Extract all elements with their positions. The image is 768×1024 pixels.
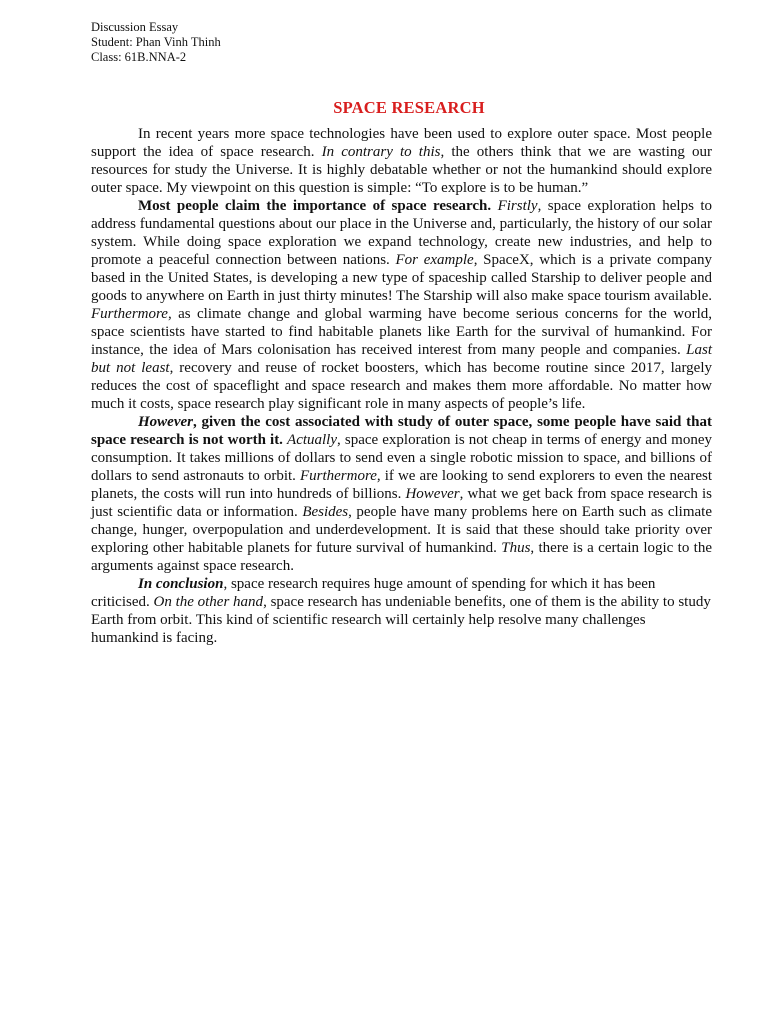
paragraph-costs [91, 413, 712, 575]
text-run: , if we are looking to send explorers to even the nearest planets, the costs will run into hundreds of billions. [91, 468, 712, 502]
text-run: , given the cost associated with study of outer space, some people have said that space research is not worth it. [91, 414, 712, 448]
text-run: , space research has undeniable benefits, one of them is the ability to study Earth from orbit. This kind of scientific research will certainly help resolve many challenges humankind is facing. [91, 594, 711, 646]
text-run: Furthermore [91, 306, 168, 322]
text-run: Actually [287, 432, 338, 448]
text-run: Firstly [497, 198, 538, 214]
essay-body [91, 125, 712, 647]
text-run: , as climate change and global warming have become serious concerns for the world, space scientists have started to find habitable planets like Earth for the survival of humankind. For instance, the idea of Mars colonisation has received interest from many people and companies. [91, 306, 712, 358]
text-run: , people have many problems here on Earth such as climate change, hunger, overpopulation and underdevelopment. It is said that these should take priority over exploring other habitable planets for future survival of humankind. [91, 504, 712, 556]
paragraph-introduction [91, 125, 712, 197]
text-run: Most people claim the importance of space research. [138, 198, 492, 214]
text-run: Last but not least [91, 342, 712, 376]
text-run: In contrary to this [321, 144, 441, 160]
text-run: , space exploration is not cheap in terms of energy and money consumption. It takes millions of dollars to send even a single robotic mission to space, and billions of dollars to send astronauts to orbit. [91, 432, 712, 484]
text-run: Besides [302, 504, 349, 520]
text-run: , SpaceX, which is a private company based in the United States, is developing a new type of spaceship called Starship to deliver people and goods to anywhere on Earth in just thirty minutes! The Starship will also make space tourism available. [91, 252, 712, 304]
text-run: , there is a certain logic to the arguments against space research. [91, 540, 713, 574]
essay-title: SPACE RESEARCH [333, 98, 485, 117]
paragraph-benefits [91, 197, 712, 413]
text-run: For example [395, 252, 474, 268]
text-run: , space exploration helps to address fundamental questions about our place in the Universe and, particularly, the history of our solar system. While doing space exploration we expand technology, create new industries, and help to promote a peaceful connection between nations. [91, 198, 713, 268]
text-run: However [138, 414, 193, 430]
text-run: On the other hand [153, 594, 264, 610]
paragraph-conclusion [91, 575, 712, 647]
text-run: However [405, 486, 460, 502]
text-run: Furthermore [299, 468, 377, 484]
text-run: , space research requires huge amount of spending for which it has been criticised. [91, 576, 656, 610]
student-name-line: Student: Phan Vinh Thinh [91, 35, 221, 49]
class-line: Class: 61B.NNA-2 [91, 50, 187, 64]
text-run: Thus [501, 540, 531, 556]
document-header [91, 20, 712, 65]
text-run: , the others think that we are wasting our resources for study the Universe. It is highly debatable whether or not the humankind should explore outer space. My viewpoint on this question is simple: “To explore is to be human.” [91, 144, 712, 196]
text-run: In conclusion [138, 576, 224, 592]
text-run: , what we get back from space research is just scientific data or information. [91, 486, 712, 520]
essay-type-line: Discussion Essay [91, 20, 179, 34]
text-run: , recovery and reuse of rocket boosters, which has become routine since 2017, largely reduces the cost of spaceflight and space research and makes them more affordable. No matter how much it costs, space research play significant role in many aspects of people’s life. [91, 360, 713, 412]
text-run: In recent years more space technologies have been used to explore outer space. Most people support the idea of space research. [91, 126, 712, 160]
